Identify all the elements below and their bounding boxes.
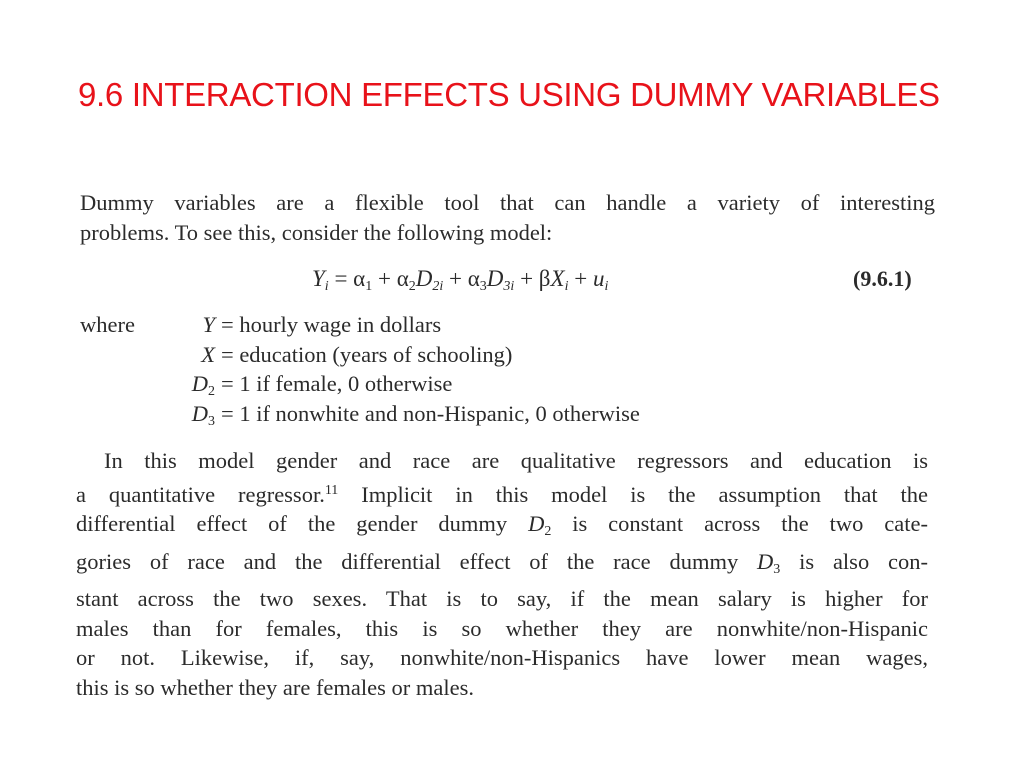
eq-alpha2-sub: 2 xyxy=(408,279,416,294)
eq-x-sub: i xyxy=(564,279,569,294)
definition-row xyxy=(80,342,780,372)
definition-row xyxy=(80,312,780,342)
definition-symbol-sub: 2 xyxy=(208,384,215,399)
paragraph-line-7: or not. Likewise, if, say, nonwhite/non-Hispanics have lower mean wages, xyxy=(76,645,928,670)
model-equation xyxy=(312,266,608,295)
definition-text: = hourly wage in dollars xyxy=(221,312,442,337)
paragraph-line-2 xyxy=(76,476,928,510)
eq-lhs: Y xyxy=(312,266,325,291)
eq-plus-u: + xyxy=(568,266,593,291)
eq-alpha1-sub: 1 xyxy=(365,279,373,294)
paragraph-line-1: In this model gender and race are qualitative regressors and education is xyxy=(104,448,928,473)
definition-symbol-text: Y xyxy=(202,312,215,337)
definition-text: = education (years of schooling) xyxy=(221,341,513,367)
eq-u-sub: i xyxy=(604,279,609,294)
explanation-paragraph xyxy=(76,446,928,702)
definition-symbol xyxy=(202,312,215,341)
eq-u: u xyxy=(592,266,605,291)
eq-d3: D xyxy=(486,266,504,291)
eq-beta: + β xyxy=(514,266,551,291)
definition-text: = 1 if female, 0 otherwise xyxy=(221,371,453,396)
definition-symbol xyxy=(192,401,215,430)
eq-alpha1: = α xyxy=(328,266,366,291)
paragraph-line-4 xyxy=(76,547,928,585)
definition-row xyxy=(80,371,780,401)
eq-d2-sub: 2i xyxy=(432,279,444,294)
eq-x: X xyxy=(550,266,565,291)
eq-alpha2: + α xyxy=(372,266,409,291)
eq-d3-sub: 3i xyxy=(503,279,515,294)
definition-symbol-text: X xyxy=(201,341,215,367)
intro-line-2: problems. To see this, consider the following model: xyxy=(80,219,553,245)
footnote-ref: 11 xyxy=(324,482,339,498)
paragraph-line-3 xyxy=(76,509,928,547)
variable-definitions xyxy=(80,312,780,430)
race-dummy-sub: 3 xyxy=(773,561,781,577)
paragraph-line-2-a: a quantitative regressor. xyxy=(76,481,325,507)
paragraph-line-4-a: gories of race and the differential effect of the race dummy xyxy=(76,548,758,574)
paragraph-line-6: males than for females, this is so whether they are nonwhite/non-Hispanic xyxy=(76,615,928,641)
paragraph-line-8: this is so whether they are females or males. xyxy=(76,674,475,700)
definition-symbol xyxy=(201,342,215,371)
definition-symbol-text: D xyxy=(191,371,208,396)
eq-alpha3: + α xyxy=(443,266,480,291)
definition-symbol-text: D xyxy=(191,400,208,426)
slide-title: 9.6 INTERACTION EFFECTS USING DUMMY VARIABLES xyxy=(78,76,940,113)
paragraph-line-5: stant across the two sexes. That is to say, if the mean salary is higher for xyxy=(76,586,928,611)
gender-dummy-sub: 2 xyxy=(544,524,552,539)
definition-symbol xyxy=(192,371,215,400)
eq-d2: D xyxy=(415,266,433,291)
gender-dummy-symbol: D xyxy=(528,511,545,536)
definition-lead: where xyxy=(80,312,135,337)
intro-paragraph xyxy=(80,188,935,247)
paragraph-line-4-b: is also con- xyxy=(780,548,928,574)
paragraph-line-3-a: differential effect of the gender dummy xyxy=(76,511,529,536)
definition-symbol-sub: 3 xyxy=(208,413,215,429)
intro-line-1: Dummy variables are a flexible tool that can handle a variety of interesting xyxy=(80,190,935,215)
eq-alpha3-sub: 3 xyxy=(479,279,487,294)
definition-text: = 1 if nonwhite and non-Hispanic, 0 otherwise xyxy=(221,400,640,426)
paragraph-line-2-b: Implicit in this model is the assumption that the xyxy=(338,481,928,507)
eq-lhs-sub: i xyxy=(324,279,329,294)
definition-row xyxy=(80,401,780,431)
paragraph-line-3-b: is constant across the two cate- xyxy=(551,511,928,536)
equation-number: (9.6.1) xyxy=(853,266,912,291)
race-dummy-symbol: D xyxy=(757,548,774,574)
